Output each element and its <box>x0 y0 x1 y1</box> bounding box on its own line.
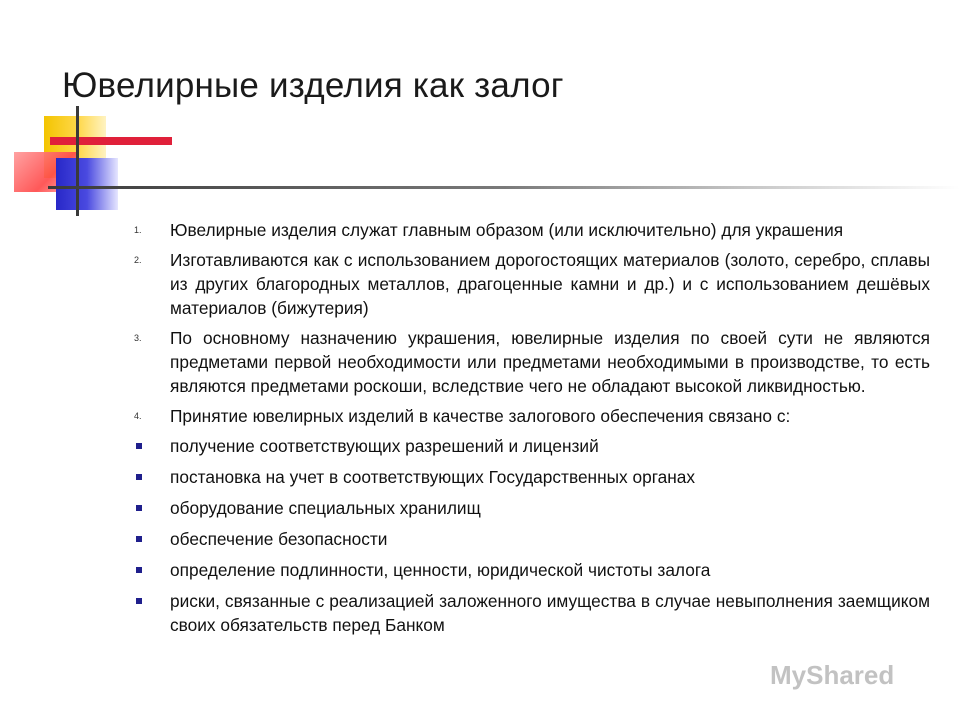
square-bullet-icon <box>136 536 142 542</box>
title-underline <box>48 186 960 189</box>
bullet-item <box>130 496 930 520</box>
decor-vertical-line <box>76 106 79 216</box>
item-text: определение подлинности, ценности, юридической чистоты залога <box>170 560 711 580</box>
numbered-item <box>130 404 930 428</box>
bullet-item <box>130 465 930 489</box>
bullet-item <box>130 589 930 637</box>
item-number: 4. <box>134 411 142 421</box>
bullet-item <box>130 434 930 458</box>
item-text: постановка на учет в соответствующих Государственных органах <box>170 467 696 487</box>
square-bullet-icon <box>136 598 142 604</box>
square-bullet-icon <box>136 567 142 573</box>
item-text: риски, связанные с реализацией заложенного имущества в случае невыполнения заемщиком своих обязательств перед Банком <box>170 591 930 635</box>
bullet-item <box>130 527 930 551</box>
slide-title: Ювелирные изделия как залог <box>62 66 564 105</box>
item-text: оборудование специальных хранилищ <box>170 498 481 518</box>
numbered-item <box>130 218 930 242</box>
item-text: Ювелирные изделия служат главным образом (или исключительно) для украшения <box>170 220 844 240</box>
item-text: Принятие ювелирных изделий в качестве залогового обеспечения связано с: <box>170 406 791 426</box>
decor-red-bar <box>50 137 172 145</box>
numbered-item <box>130 248 930 320</box>
item-number: 1. <box>134 225 142 235</box>
item-text: получение соответствующих разрешений и лицензий <box>170 436 599 456</box>
square-bullet-icon <box>136 474 142 480</box>
decor-blue-square <box>56 158 118 210</box>
slide-content <box>130 218 930 644</box>
square-bullet-icon <box>136 443 142 449</box>
item-number: 3. <box>134 333 142 343</box>
item-number: 2. <box>134 255 142 265</box>
square-bullet-icon <box>136 505 142 511</box>
bullet-item <box>130 558 930 582</box>
item-text: Изготавливаются как с использованием дорогостоящих материалов (золото, серебро, сплавы из других благородных металлов, драгоценные камни и др.) и с использованием дешёвых материалов (бижутерия) <box>170 250 930 318</box>
watermark: MyShared <box>770 660 895 690</box>
numbered-item <box>130 326 930 398</box>
item-text: обеспечение безопасности <box>170 529 388 549</box>
item-text: По основному назначению украшения, ювелирные изделия по своей сути не являются предметами первой необходимости или предметами необходимыми в производстве, то есть являются предметами роскоши, вследствие чего не обладают высокой ликвидностью. <box>170 328 930 396</box>
